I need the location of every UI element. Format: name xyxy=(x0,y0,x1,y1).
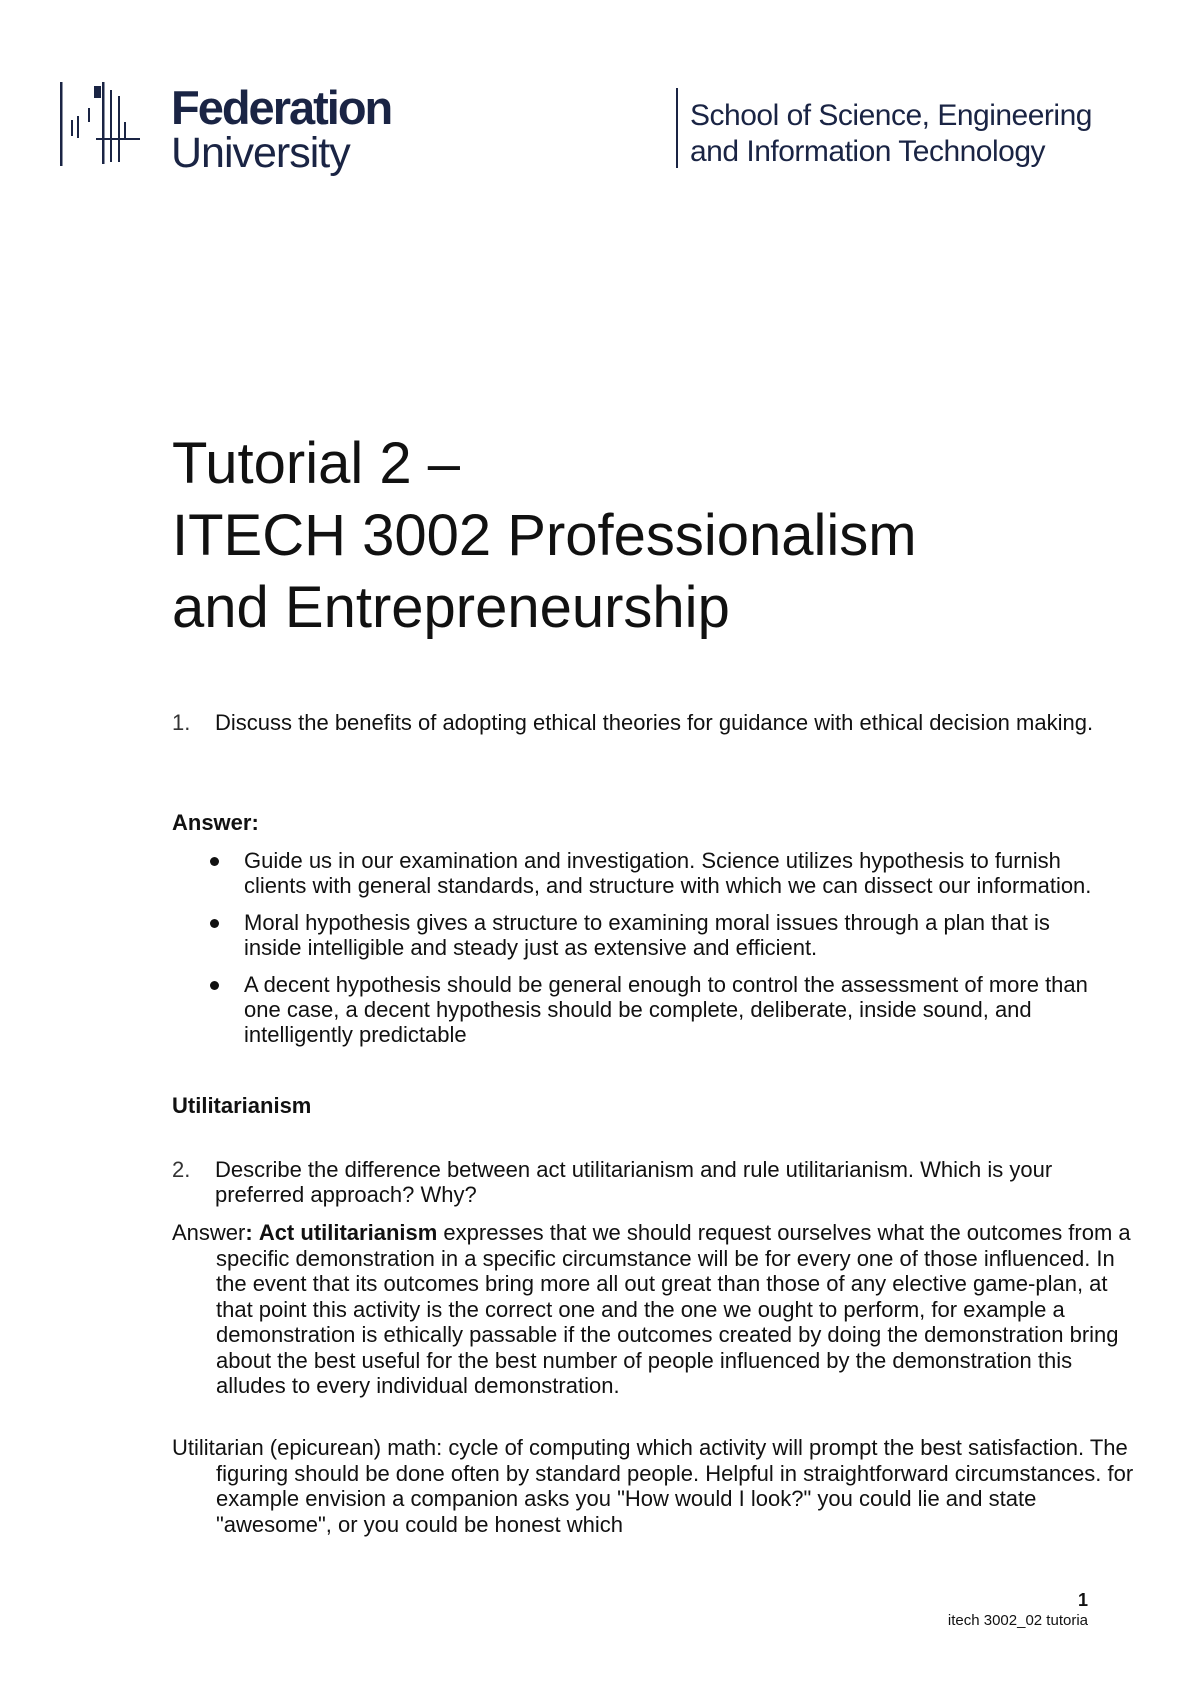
document-title xyxy=(172,428,917,644)
list-item xyxy=(202,848,1102,898)
list-item xyxy=(202,972,1102,1047)
title-line2: ITECH 3002 Professionalism xyxy=(172,503,917,568)
school-name-line1: School of Science, Engineering xyxy=(690,99,1092,132)
school-name xyxy=(690,98,1092,170)
bullet-icon xyxy=(210,857,219,866)
answer-2-term: Act utilitarianism xyxy=(258,1220,438,1245)
bullet-icon xyxy=(210,919,219,928)
utilitarian-math-paragraph: Utilitarian (epicurean) math: cycle of computing which activity will prompt the best satisfaction. The figuring should be done often by standard people. Helpful in straightforward circumstances. for example envision a companion asks you "How would I look?" you could lie and state "awesome", or you could be honest which xyxy=(172,1435,1134,1537)
logo-mark-icon xyxy=(58,80,163,170)
school-name-line2: and Information Technology xyxy=(690,135,1046,168)
question-1-number: 1. xyxy=(172,710,191,735)
page-number: 1 xyxy=(1077,1590,1088,1610)
question-2-text: Describe the difference between act utilitarianism and rule utilitarianism. Which is your preferred approach? Why? xyxy=(215,1157,1053,1207)
list-item xyxy=(202,910,1102,960)
bullet-icon xyxy=(210,981,219,990)
answer-2-prefix: Answer xyxy=(172,1220,246,1245)
question-2-number: 2. xyxy=(172,1157,191,1182)
logo-wordmark-federation: Federation xyxy=(171,81,392,134)
question-1-text: Discuss the benefits of adopting ethical theories for guidance with ethical decision making. xyxy=(215,710,1094,735)
page-header xyxy=(0,0,1200,200)
bullet-text: A decent hypothesis should be general enough to control the assessment of more than one case, a decent hypothesis should be complete, deliberate, inside sound, and intelligently predictable xyxy=(244,972,1088,1047)
header-divider xyxy=(676,88,678,168)
answer-1-bullet-list xyxy=(202,848,1102,1059)
bullet-text: Guide us in our examination and investigation. Science utilizes hypothesis to furnish clients with general standards, and structure with which we can dissect our information. xyxy=(244,848,1092,898)
bullet-text: Moral hypothesis gives a structure to examining moral issues through a plan that is inside intelligible and steady just as extensive and efficient. xyxy=(244,910,1050,960)
footer-doc-name: itech 3002_02 tutoria xyxy=(947,1612,1088,1629)
title-line1: Tutorial 2 – xyxy=(172,431,460,496)
title-line3: and Entrepreneurship xyxy=(172,575,730,640)
answer-2-colon: : xyxy=(245,1220,253,1245)
logo-wordmark-university: University xyxy=(171,129,350,177)
section-heading-utilitarianism: Utilitarianism xyxy=(172,1093,312,1118)
answer-2-paragraph xyxy=(172,1220,1136,1399)
federation-university-logo xyxy=(58,80,418,180)
answer-2-text: expresses that we should request ourselves what the outcomes from a specific demonstration in a specific circumstance will be for every one of those influenced. In the event that its outcomes bring more all out great than those of any elective game-plan, at that point this activity is the correct one and the one we ought to perform, for example a demonstration is ethically passable if the outcomes created by doing the demonstration bring about the best useful for the best number of people influenced by the demonstration this alludes to every individual demonstration. xyxy=(216,1220,1131,1398)
answer-1-label: Answer: xyxy=(172,810,259,835)
